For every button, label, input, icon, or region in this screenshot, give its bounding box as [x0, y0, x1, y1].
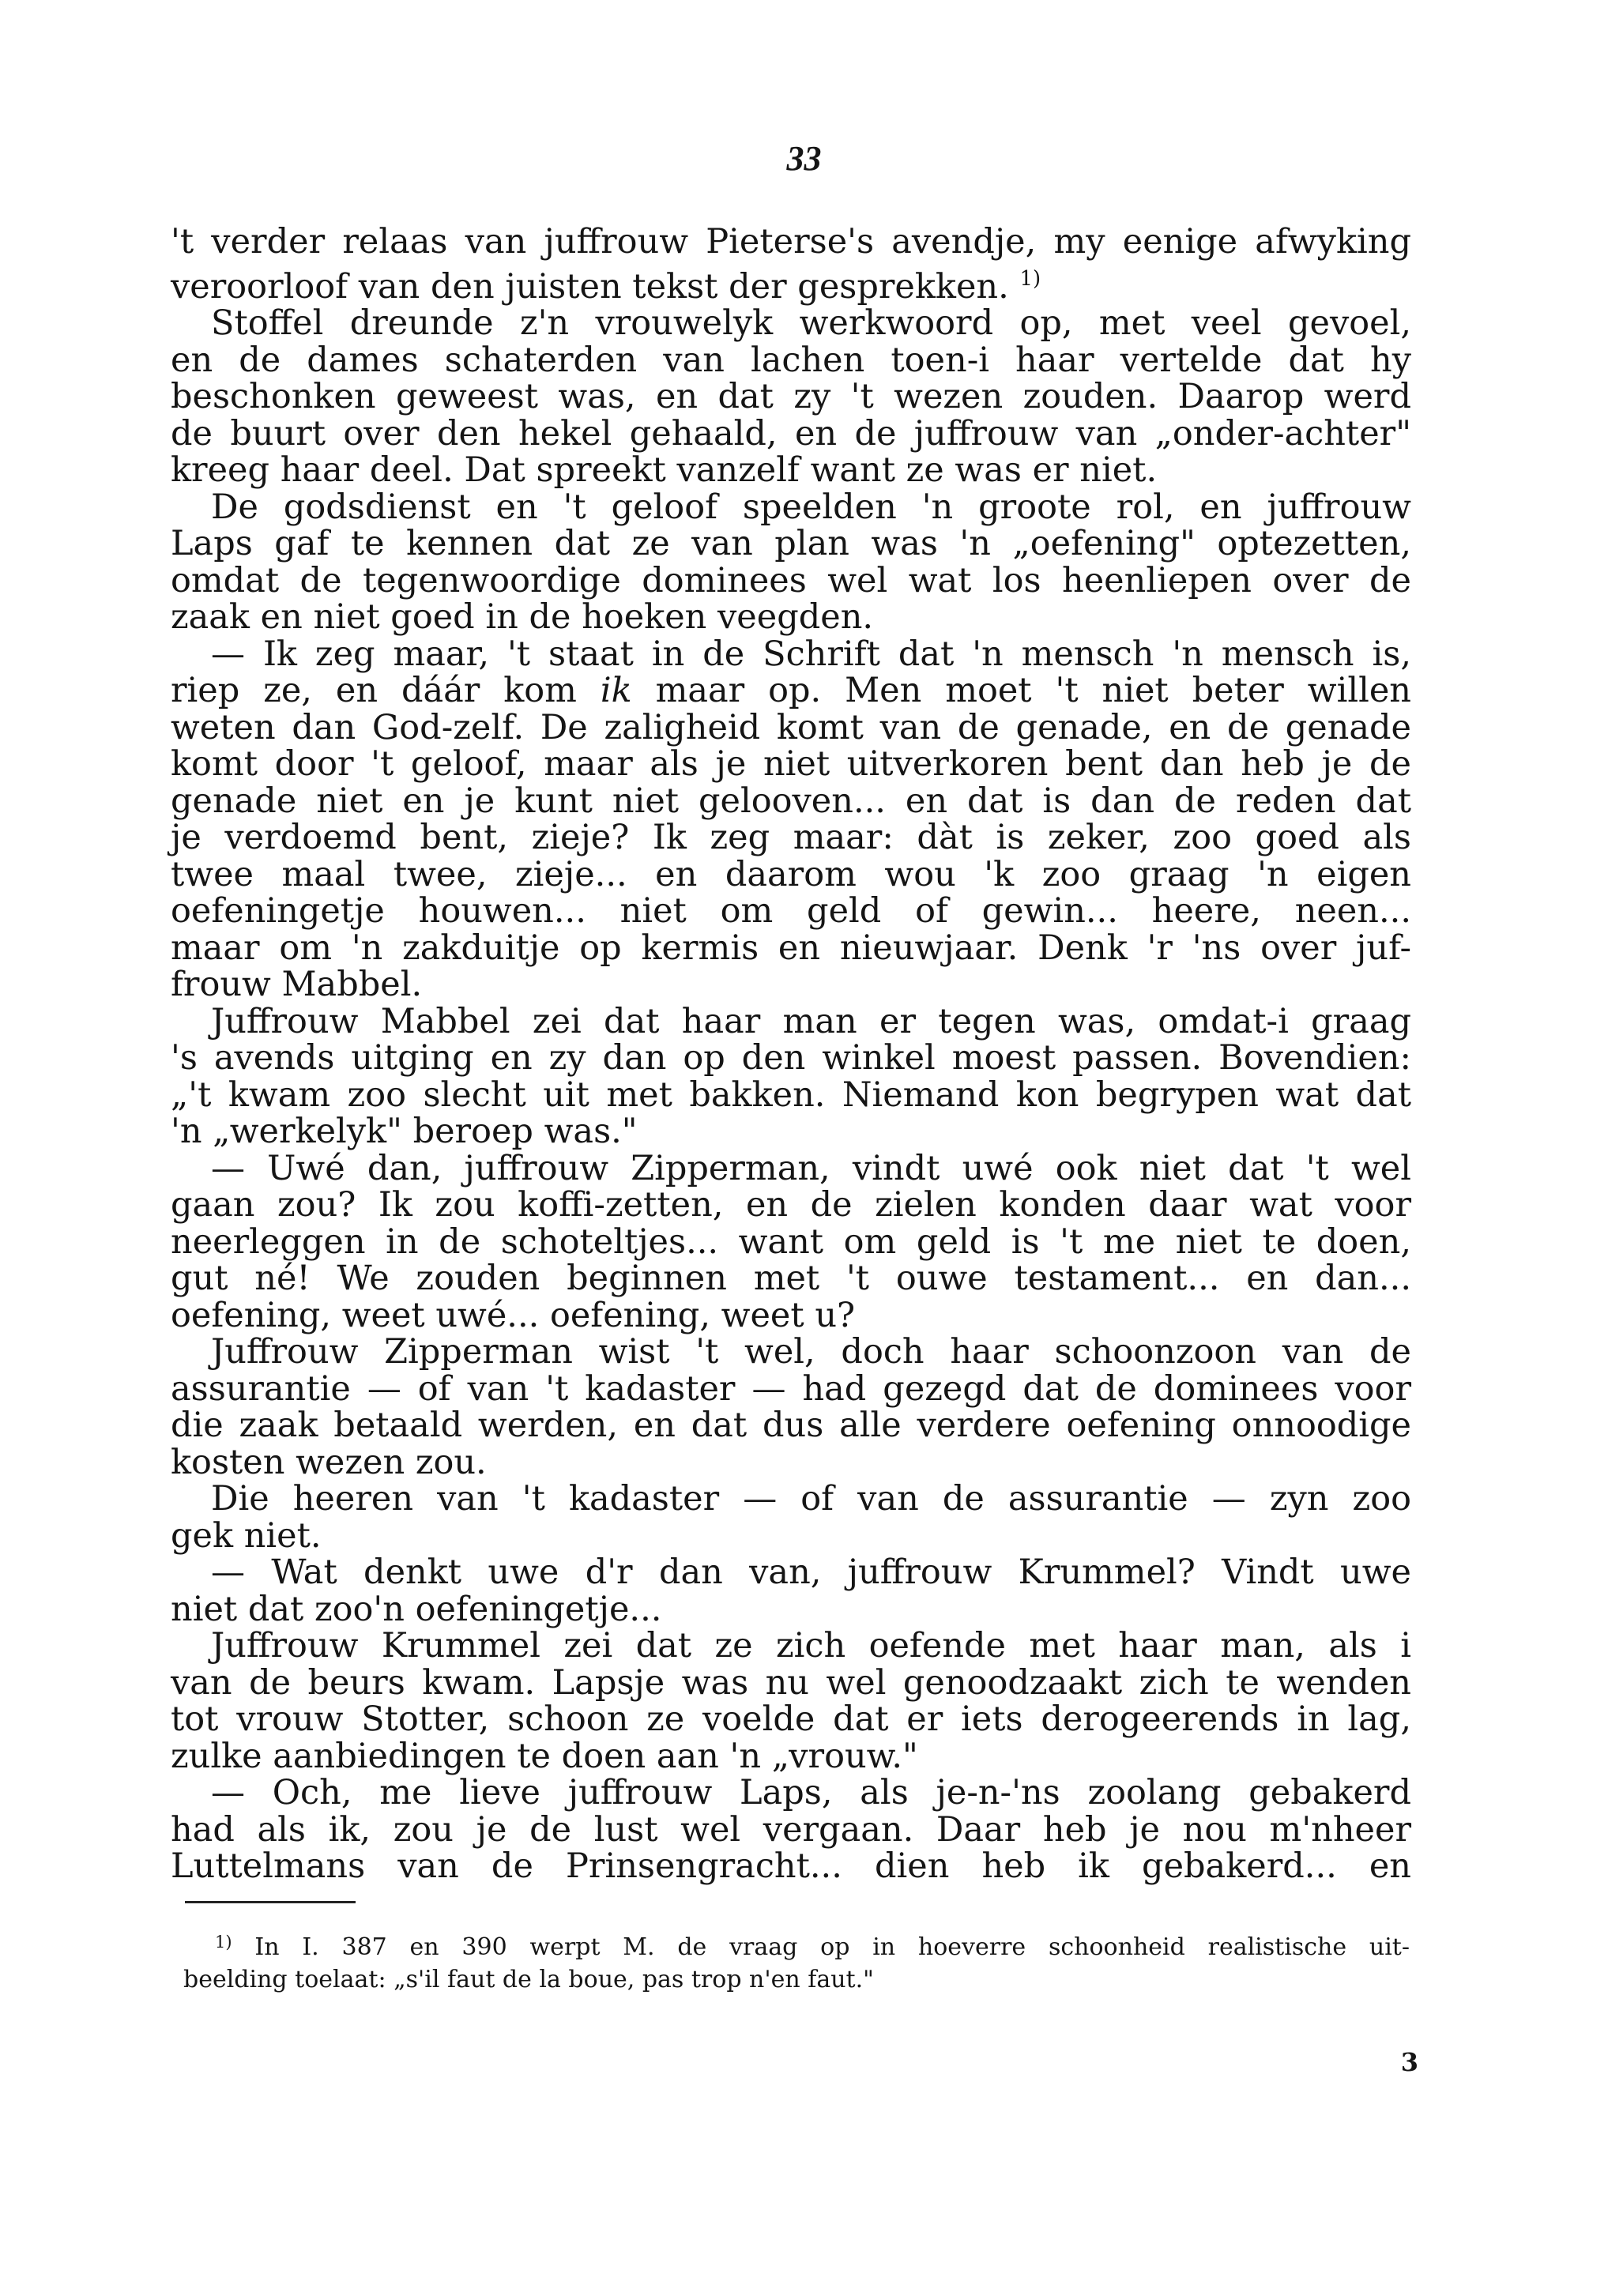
text-line [171, 261, 1411, 306]
text-line: — Uwé dan, juffrouw Zipperman, vindt uwé ook niet dat 't wel [211, 1148, 1411, 1188]
text-line: 'n „werkelyk" beroep was." [171, 1112, 638, 1151]
page-number: 33 [786, 139, 822, 178]
text-line: maar om 'n zakduitje op kermis en nieuwjaar. Denk 'r 'ns over juf- [171, 928, 1411, 968]
text-line-content: veroorloof van den juisten tekst der gesprekken. [171, 266, 1009, 307]
text-line: gaan zou? Ik zou koffi-zetten, en de zielen konden daar wat voor [171, 1185, 1411, 1225]
text-line: beschonken geweest was, en dat zy 't wezen zouden. Daarop werd [171, 377, 1411, 416]
text-line: 't verder relaas van juffrouw Pieterse's avendje, my eenige afwyking [171, 222, 1411, 262]
text-line: je verdoemd bent, zieje? Ik zeg maar: dàt is zeker, zoo goed als [171, 818, 1411, 857]
text-line: neerleggen in de schoteltjes... want om geld is 't me niet te doen, [171, 1221, 1411, 1262]
footnote-marker: 1) [215, 1933, 232, 1952]
text-line: — Wat denkt uwe d'r dan van, juffrouw Krummel? Vindt uwe [211, 1553, 1411, 1592]
text-line: frouw Mabbel. [171, 965, 423, 1004]
text-line: „'t kwam zoo slecht uit met bakken. Niemand kon begrypen wat dat [171, 1075, 1411, 1115]
text-line: de buurt over den hekel gehaald, en de juffrouw van „onder-achter" [171, 413, 1411, 454]
text-line: komt door 't geloof, maar als je niet uitverkoren bent dan heb je de [171, 744, 1411, 784]
text-line: twee maal twee, zieje... en daarom wou 'k zoo graag 'n eigen [171, 854, 1411, 894]
text-line: Juffrouw Zipperman wist 't wel, doch haar schoonzoon van de [211, 1332, 1411, 1372]
text-line: kreeg haar deel. Dat spreekt vanzelf want ze was er niet. [171, 450, 1158, 490]
text-line: Luttelmans van de Prinsengracht... dien heb ik gebakerd... en [171, 1846, 1411, 1886]
text-line: van de beurs kwam. Lapsje was nu wel genoodzaakt zich te wenden [171, 1662, 1411, 1703]
text-line: had als ik, zou je de lust wel vergaan. Daar heb je nou m'nheer [171, 1809, 1411, 1850]
text-line: gut né! We zouden beginnen met 't ouwe testament... en dan... [171, 1259, 1411, 1298]
text-line: weten dan God-zelf. De zaligheid komt van de genade, en de genade [171, 707, 1411, 747]
emphasized-word: ik [600, 671, 632, 710]
text-line: zulke aanbiedingen te doen aan 'n „vrouw." [171, 1736, 918, 1776]
text-line: Die heeren van 't kadaster — of van de assurantie — zyn zoo [211, 1479, 1411, 1519]
text-line: en de dames schaterden van lachen toen-i haar vertelde dat hy [171, 340, 1411, 380]
text-line: 's avends uitging en zy dan op den winkel moest passen. Bovendien: [171, 1038, 1411, 1078]
text-line: genade niet en je kunt niet gelooven... en dat is dan de reden dat [171, 781, 1411, 821]
footnote-line-content: In I. 387 en 390 werpt M. de vraag op in hoeverre schoonheid realistische uit- [254, 1933, 1410, 1961]
body-text [171, 224, 1411, 1885]
footnote-line [183, 1926, 1410, 1963]
text-line: die zaak betaald werden, en dat dus alle verdere oefening onnoodige [171, 1406, 1411, 1445]
text-line-content: maar op. Men moet 't niet beter willen [655, 671, 1411, 710]
text-line: oefeningetje houwen... niet om geld of gewin... heere, neen... [171, 891, 1411, 931]
text-line [171, 672, 1411, 710]
text-line: Juffrouw Mabbel zei dat haar man er tegen was, omdat-i graag [211, 1001, 1411, 1041]
footnote-line: beelding toelaat: „s'il faut de la boue, pas trop n'en faut." [183, 1966, 874, 1993]
text-line: — Och, me lieve juffrouw Laps, als je-n-'ns zoolang gebakerd [211, 1773, 1411, 1812]
text-line: omdat de tegenwoordige dominees wel wat los heenliepen over de [171, 560, 1411, 600]
text-line: Stoffel dreunde z'n vrouwelyk werkwoord op, met veel gevoel, [211, 303, 1411, 343]
footnote-divider [185, 1901, 356, 1903]
text-line: zaak en niet goed in de hoeken veegden. [171, 597, 874, 637]
text-line: Laps gaf te kennen dat ze van plan was 'n „oefening" optezetten, [171, 524, 1411, 563]
text-line: niet dat zoo'n oefeningetje... [171, 1589, 662, 1629]
text-line-content: riep ze, en dáár kom [171, 671, 577, 710]
signature-mark: 3 [1400, 2047, 1418, 2077]
text-line: — Ik zeg maar, 't staat in de Schrift dat 'n mensch 'n mensch is, [211, 634, 1411, 674]
text-line: Juffrouw Krummel zei dat ze zich oefende met haar man, als i [211, 1626, 1411, 1666]
text-line: oefening, weet uwé... oefening, weet u? [171, 1295, 856, 1335]
text-line: gek niet. [171, 1515, 322, 1556]
footnote-reference: 1) [1019, 266, 1041, 291]
text-line: De godsdienst en 't geloof speelden 'n groote rol, en juffrouw [211, 487, 1411, 527]
footnote [183, 1926, 1410, 1996]
text-line: tot vrouw Stotter, schoon ze voelde dat er iets derogeerends in lag, [171, 1699, 1411, 1739]
text-line: kosten wezen zou. [171, 1442, 487, 1482]
text-line: assurantie — of van 't kadaster — had gezegd dat de dominees voor [171, 1368, 1411, 1409]
